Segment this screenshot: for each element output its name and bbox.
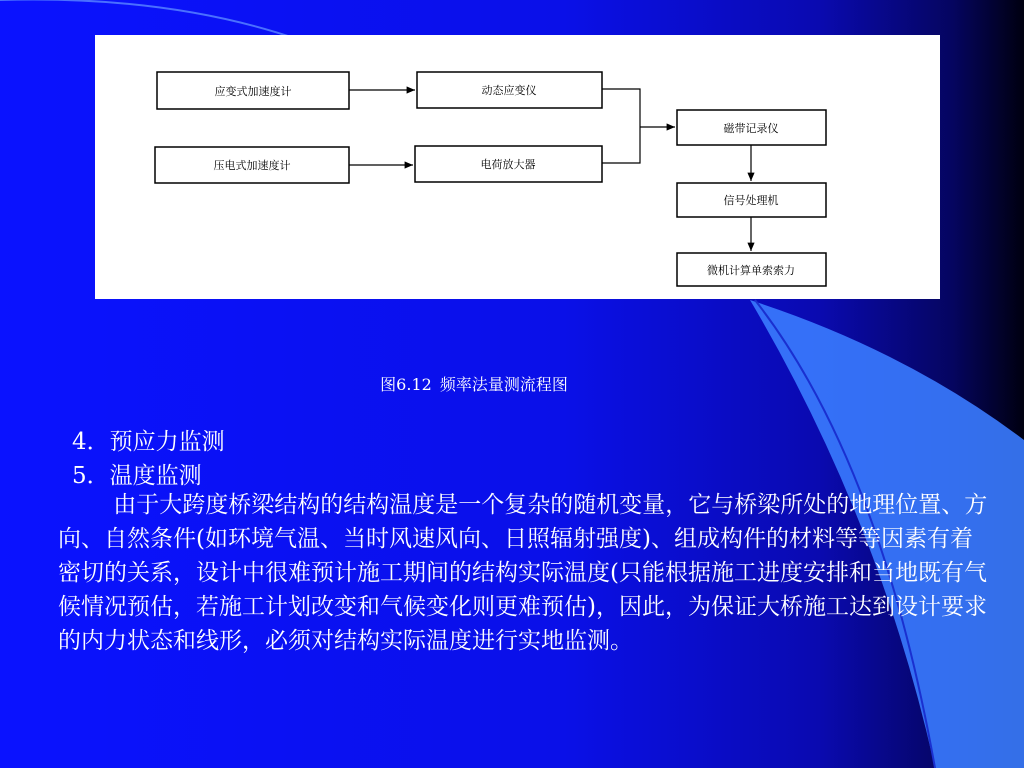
box-strain-accelerometer [157,72,349,109]
item-temperature-monitoring: 5．温度监测 [72,463,202,489]
flowchart-diagram [95,35,940,299]
svg-text:应变式加速度计: 应变式加速度计 [214,85,292,98]
box-cable-force-calc [677,253,826,286]
box-charge-amplifier [415,146,602,182]
caption-number: 图6.12 [380,375,432,394]
item-prestress-monitoring: 4．预应力监测 [72,429,225,455]
flowchart-figure [95,35,940,299]
body-paragraph: 由于大跨度桥梁结构的结构温度是一个复杂的随机变量，它与桥梁所处的地理位置、方向、自然条件(如环境气温、当时风速风向、日照辐射强度)、组成构件的材料等等因素有着密切的关系，设计中很难预计施工期间的结构实际温度(只能根据施工进度安排和当地既有气候情况预估，若施工计划改变和气候变化则更难预估)，因此，为保证大桥施工达到设计要求的内力状态和线形，必须对结构实际温度进行实地监测。 [58,492,988,654]
box-dynamic-strain-meter [417,72,602,108]
figure-caption [0,372,940,395]
box-piezo-accelerometer [155,147,349,183]
svg-text:微机计算单索索力: 微机计算单索索力 [707,264,795,277]
svg-text:磁带记录仪: 磁带记录仪 [723,122,779,135]
svg-text:信号处理机: 信号处理机 [723,194,779,207]
box-tape-recorder [677,110,826,145]
caption-text: 频率法量测流程图 [439,375,568,394]
svg-text:压电式加速度计: 压电式加速度计 [213,159,291,172]
svg-text:动态应变仪: 动态应变仪 [481,84,537,97]
top-curve [0,0,300,40]
box-signal-processor [677,183,826,217]
svg-text:电荷放大器: 电荷放大器 [480,158,536,171]
